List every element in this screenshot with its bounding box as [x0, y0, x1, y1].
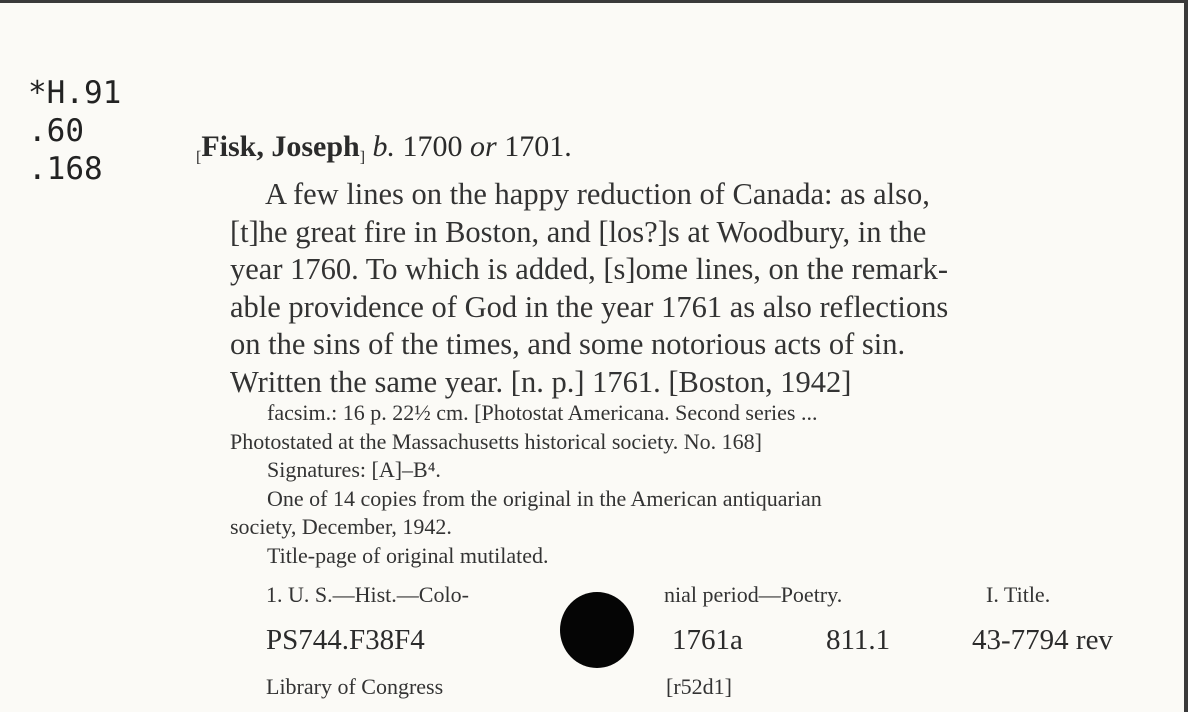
- copies-note-line-1: One of 14 copies from the original in the American antiquarian: [267, 485, 822, 511]
- title-line: able providence of God in the year 1761 as also reflections: [230, 289, 949, 324]
- title-line: A few lines on the happy reduction of Canada: as also,: [265, 177, 930, 211]
- library-name: Library of Congress: [266, 674, 444, 699]
- title-tracing: I. Title.: [986, 582, 1051, 607]
- signatures-note: Signatures: [A]–B⁴.: [267, 457, 441, 482]
- dewey-number: 811.1: [826, 624, 891, 656]
- lc-call-number: PS744.F38F4: [266, 624, 425, 656]
- title-line: [t]he great fire in Boston, and [los?]s at Woodbury, in the: [230, 214, 927, 249]
- collation-line-2: Photostated at the Massachusetts historical society. No. 168]: [230, 428, 762, 454]
- card-number: 43-7794 rev: [972, 624, 1113, 656]
- punch-hole: [560, 592, 634, 668]
- birth-year-b: 1701.: [504, 130, 572, 163]
- author-heading: $_[$Fisk, Joseph$_]$ b. 1700 or 1701.: [196, 130, 572, 166]
- title-line: year 1760. To which is added, [s]ome lines, on the remark-: [230, 252, 949, 286]
- call-number-line-2: .60: [28, 113, 84, 149]
- imprint-year: 1761a: [672, 624, 743, 656]
- birth-year-a: 1700: [402, 130, 463, 163]
- notes: [230, 399, 822, 570]
- author-name: Fisk, Joseph: [201, 130, 360, 163]
- print-code: [r52d1]: [666, 674, 732, 699]
- title-line: Written the same year. [n. p.] 1761. [Boston, 1942]: [230, 364, 852, 399]
- call-number: [28, 74, 121, 188]
- subject-tracing-right: nial period—Poetry.: [664, 582, 843, 607]
- or-word: or: [470, 130, 497, 163]
- collation-line-1: facsim.: 16 p. 22½ cm. [Photostat Americana. Second series ...: [267, 400, 818, 425]
- mutilated-note: Title-page of original mutilated.: [267, 542, 549, 568]
- born-label: b.: [372, 130, 396, 163]
- copies-note-line-2: society, December, 1942.: [230, 514, 452, 539]
- call-number-line-3: .168: [28, 151, 103, 187]
- title-statement: [230, 176, 1155, 401]
- subject-tracing-left: 1. U. S.—Hist.—Colo-: [266, 582, 469, 607]
- call-number-line-1: *H.91: [28, 75, 122, 111]
- title-line: on the sins of the times, and some notorious acts of sin.: [230, 327, 906, 361]
